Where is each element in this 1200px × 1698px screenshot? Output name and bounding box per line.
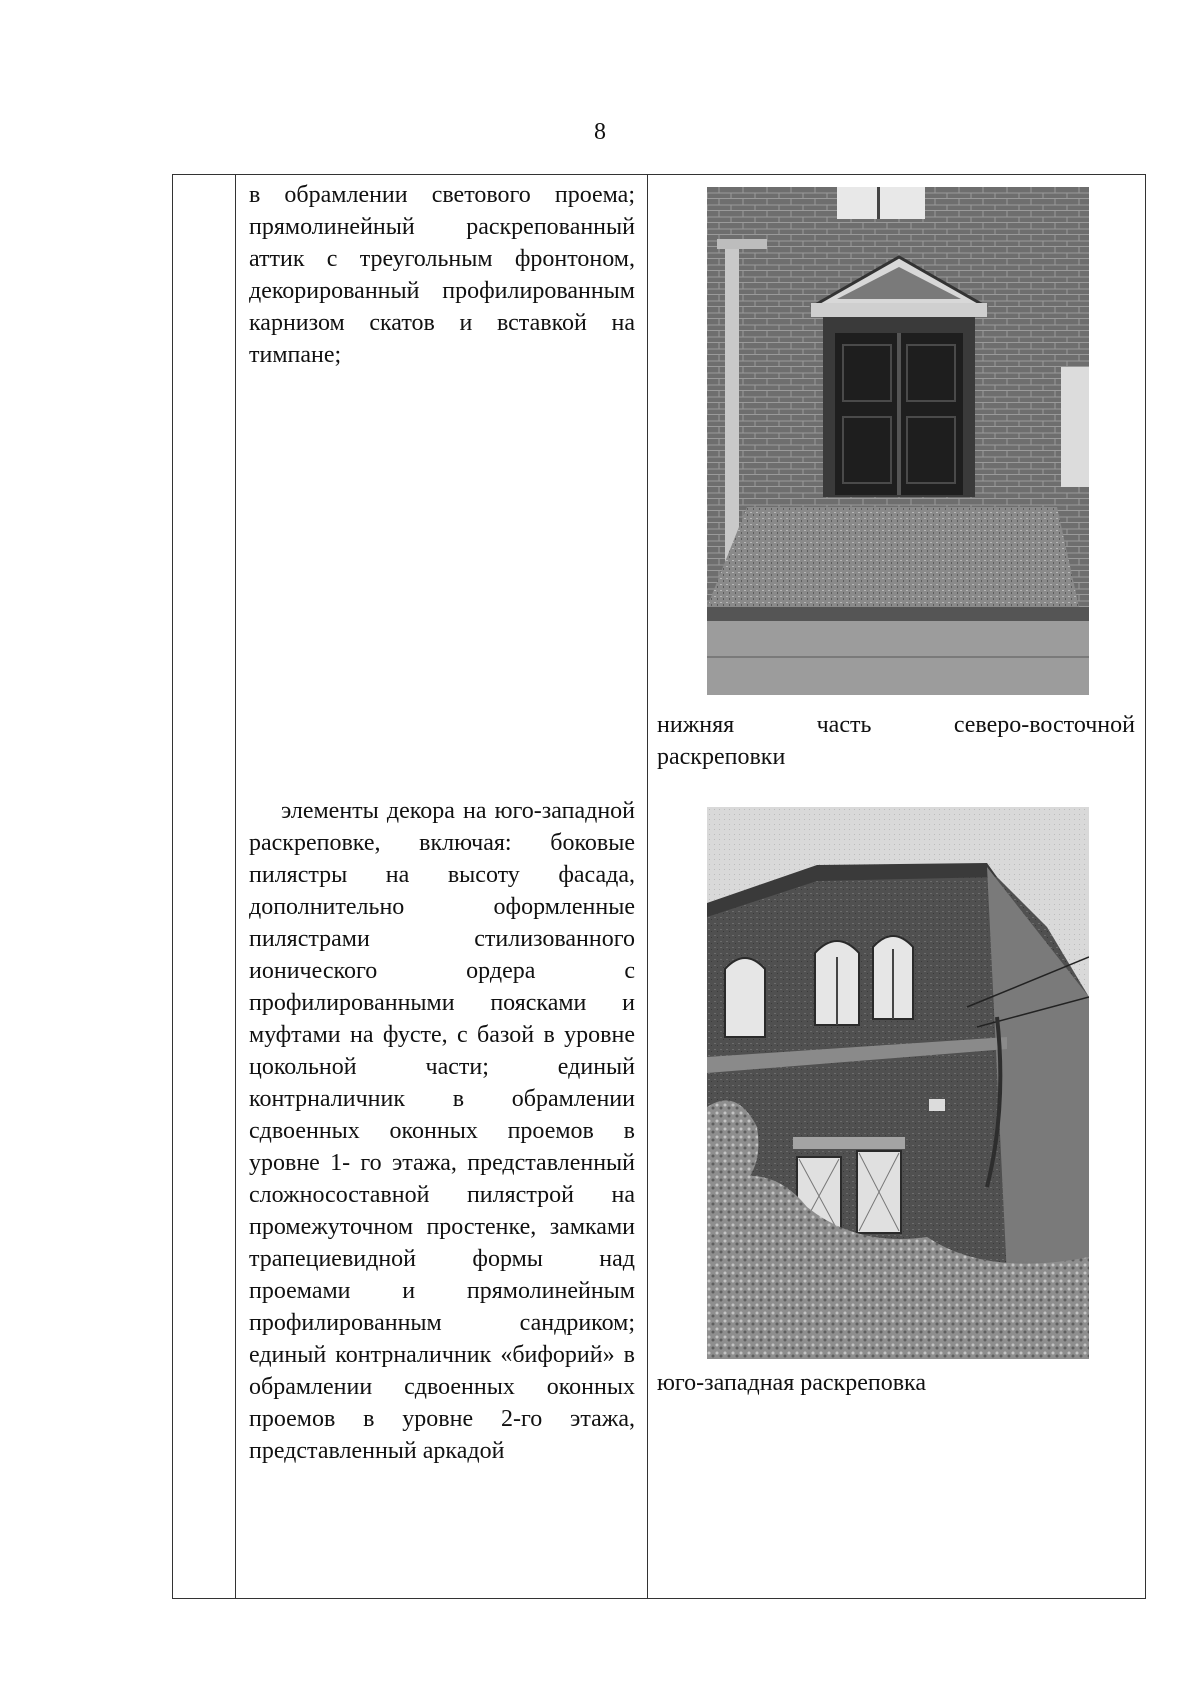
page-number: 8: [594, 119, 606, 145]
row-1-caption: [657, 709, 1135, 773]
column-divider-2: [647, 175, 648, 1598]
row-1-caption-line-2: раскреповки: [657, 744, 786, 770]
row-1-caption-line-1: нижняя часть северо-восточной: [657, 712, 1135, 738]
building-entrance-photo: [707, 187, 1089, 695]
row-1-description: в обрамлении светового проема; прямолинейный раскрепованный аттик с треугольным фронтоном, декорированный профилированным карнизом скатов и вставкой на тимпане;: [249, 182, 635, 368]
row-2-description: элементы декора на юго-западной раскреповке, включая: боковые пилястры на высоту фасада, дополнительно оформленные пилястрами стилизованного ионического ордера с профилированными поясками и муфтами на фусте, с базой в уровне цокольной части; единый контрналичник в обрамлении сдвоенных оконных проемов в уровне 1- го этажа, представленный сложносоставной пилястрой на промежуточном простенке, замками трапециевидной формы над проемами и прямолинейным профилированным сандриком; единый контрналичник «бифорий» в обрамлении сдвоенных оконных проемов в уровне 2-го этажа, представленный аркадой: [249, 798, 635, 1464]
building-corner-photo: [707, 807, 1089, 1359]
row-2-caption: юго-западная раскреповка: [657, 1370, 926, 1396]
column-divider-1: [235, 175, 236, 1598]
document-table: [172, 174, 1146, 1599]
